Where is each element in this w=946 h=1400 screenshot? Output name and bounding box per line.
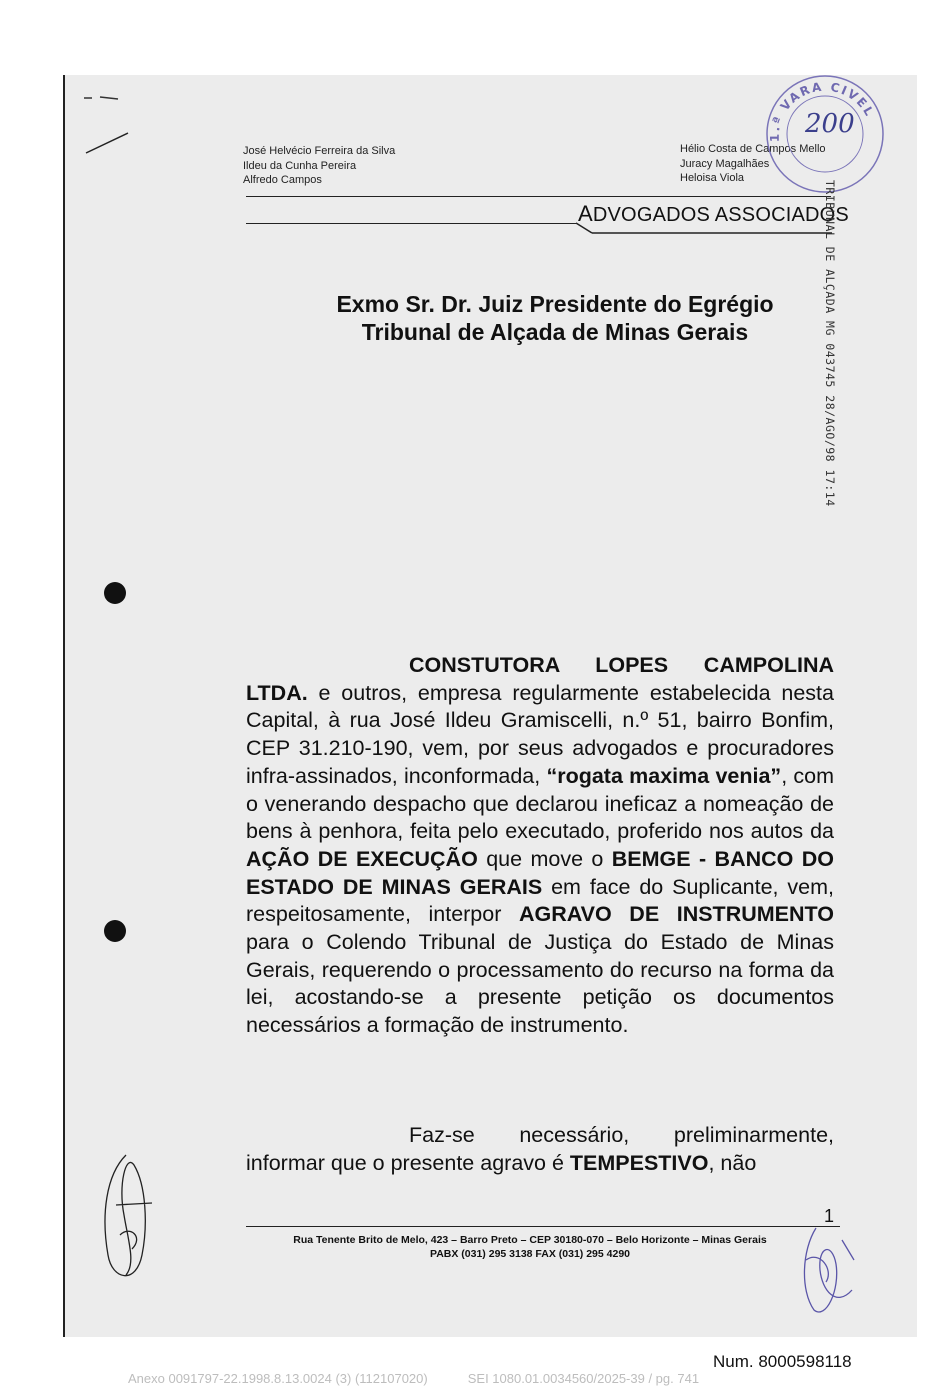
protocol-stamp bbox=[823, 180, 851, 520]
text-run: Faz-se necessário, preliminarmente, informar que o presente agravo é bbox=[246, 1123, 834, 1175]
letterhead-footer bbox=[250, 1233, 810, 1261]
stamp-handwritten-number: 200 bbox=[805, 109, 855, 139]
letterhead-rule-bottom bbox=[246, 223, 576, 224]
lawyer-name: Hélio Costa de Campos Mello bbox=[680, 143, 826, 155]
text-run: e outros, empresa regularmente estabelecida nesta Capital, à rua José Ildeu Gramiscelli, n.º 51, bairro Bonfim, CEP 31.210-190, vem, por seus advogados e procuradores infra-assinados, inconformada, bbox=[246, 680, 834, 788]
action-type: AÇÃO DE EXECUÇÃO bbox=[246, 846, 478, 871]
text-run: em face do Suplicante, vem, respeitosamente, interpor bbox=[246, 874, 834, 927]
lawyer-name: Ildeu da Cunha Pereira bbox=[243, 159, 357, 172]
text-run: para o Colendo Tribunal de Justiça do Estado de Minas Gerais, requerendo o processamento do recurso na forma da lei, acostando-se a presente petição os documentos necessários a formação de instrumento. bbox=[246, 930, 834, 1038]
page-number: 1 bbox=[824, 1206, 835, 1226]
timeliness-keyword: TEMPESTIVO bbox=[569, 1150, 709, 1175]
annex-id: Anexo 0091797-22.1998.8.13.0024 (3) (112107020) bbox=[128, 1371, 428, 1386]
scan-marks bbox=[78, 90, 138, 160]
text-run: que move o bbox=[477, 846, 612, 871]
appeal-type: AGRAVO DE INSTRUMENTO bbox=[518, 902, 834, 927]
letterhead-rule-top bbox=[246, 196, 831, 197]
footer-phones: PABX (031) 295 3138 FAX (031) 295 4290 bbox=[429, 1248, 630, 1260]
addressee bbox=[280, 290, 830, 346]
latin-phrase: “rogata maxima venia” bbox=[546, 763, 782, 788]
stamp-ring-text: 1.ª VARA CIVEL bbox=[767, 79, 878, 143]
footer-rule bbox=[246, 1226, 840, 1227]
firm-name bbox=[578, 201, 849, 227]
addressee-line-2: Tribunal de Alçada de Minas Gerais bbox=[361, 319, 749, 345]
punch-hole-bottom bbox=[104, 920, 126, 942]
text-run: , não bbox=[708, 1150, 757, 1175]
addressee-line-1: Exmo Sr. Dr. Juiz Presidente do Egrégio bbox=[336, 291, 774, 317]
lawyer-name: Heloisa Viola bbox=[680, 172, 745, 184]
document-number: Num. 8000598118 bbox=[713, 1352, 852, 1371]
lawyer-names-left bbox=[243, 144, 395, 188]
petition-paragraph-1 bbox=[246, 652, 834, 1040]
punch-hole-top bbox=[104, 582, 126, 604]
annex-reference bbox=[128, 1371, 739, 1386]
footer-address: Rua Tenente Brito de Melo, 423 – Barro Preto – CEP 30180-070 – Belo Horizonte – Minas Gerais bbox=[293, 1234, 767, 1246]
petitioner-name: CONSTUTORA LOPES CAMPOLINA LTDA. bbox=[246, 653, 834, 705]
firm-initial: A bbox=[578, 201, 593, 226]
protocol-stamp-text: TRIBUNAL DE ALÇADA MG 043745 28/AGO/98 17:14 bbox=[823, 180, 837, 507]
firm-name-rest: DVOGADOS ASSOCIADOS bbox=[592, 204, 849, 226]
lawyer-name: José Helvécio Ferreira da Silva bbox=[243, 145, 396, 157]
opposing-party: BEMGE - BANCO DO ESTADO DE MINAS GERAIS bbox=[246, 846, 835, 899]
lawyer-name: Alfredo Campos bbox=[243, 174, 322, 186]
signature-left bbox=[96, 1145, 166, 1290]
lawyer-name: Juracy Magalhães bbox=[680, 157, 770, 170]
petition-paragraph-2 bbox=[246, 1122, 834, 1177]
text-run: , com o venerando despacho que declarou ineficaz a nomeação de bens à penhora, feita pelo executado, proferido nos autos da bbox=[246, 763, 834, 844]
sei-reference: SEI 1080.01.0034560/2025-39 / pg. 741 bbox=[467, 1371, 700, 1386]
